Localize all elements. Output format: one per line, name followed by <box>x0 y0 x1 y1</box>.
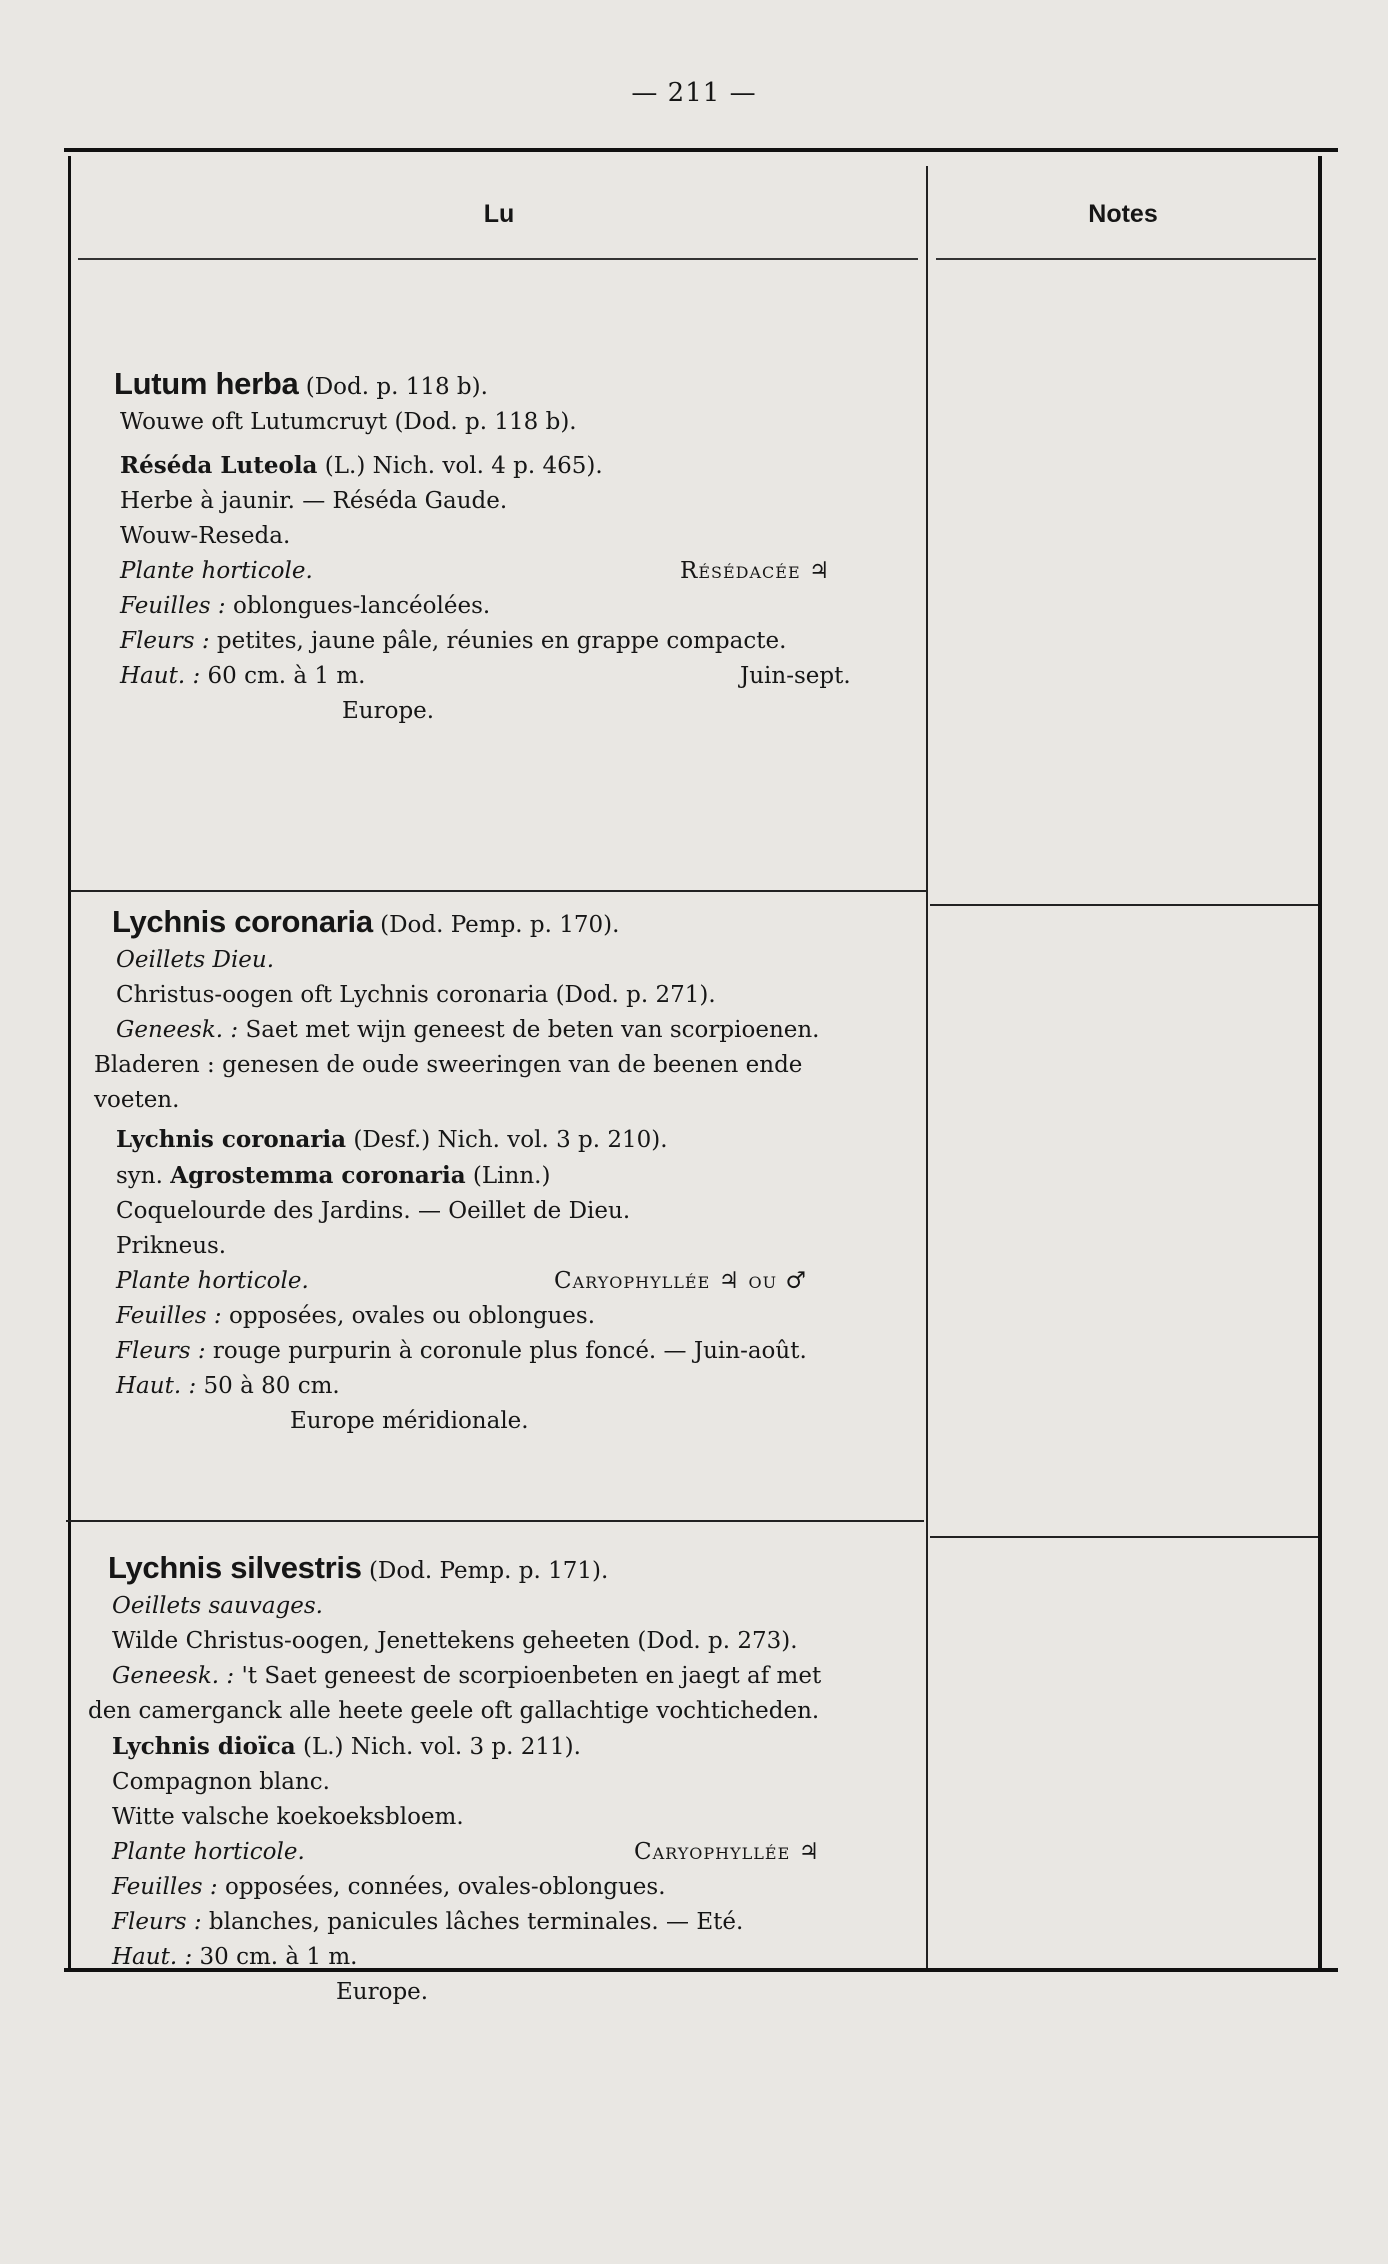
flowers-row <box>120 624 924 659</box>
synonym-label: syn. <box>116 1163 163 1189</box>
entry-line: Christus-oogen oft Lychnis coronaria (Dod. p. 271). <box>116 982 716 1008</box>
entry-separator <box>70 890 926 892</box>
header-rule <box>936 258 1316 260</box>
column-header-notes: Notes <box>1088 200 1158 228</box>
entry-title-ref: (Dod. p. 118 b). <box>305 374 488 400</box>
leaves-label: Feuilles : <box>116 1303 222 1329</box>
entry-title: Lutum herba <box>114 366 299 401</box>
entry-title: Lychnis silvestris <box>108 1550 362 1585</box>
top-rule <box>64 148 1338 152</box>
notes-separator <box>930 1536 1318 1538</box>
synonym-name: Réséda Luteola <box>120 452 318 479</box>
flowers-label: Fleurs : <box>120 628 210 654</box>
leaves-text: opposées, ovales ou oblongues. <box>228 1303 596 1329</box>
leaves-row <box>120 589 924 624</box>
flowers-row <box>112 1905 924 1940</box>
notes-separator <box>930 904 1318 906</box>
common-name: Witte valsche koekoeksbloem. <box>112 1804 464 1830</box>
entry-lutum-herba <box>84 366 924 729</box>
common-name: Compagnon blanc. <box>112 1769 330 1795</box>
height-row <box>120 659 924 694</box>
medicinal-text: Saet met wijn geneest de beten van scorpioenen. <box>245 1017 820 1043</box>
page-number: — 211 — <box>631 78 757 108</box>
synonym-ref: (Desf.) Nich. vol. 3 p. 210). <box>353 1127 668 1153</box>
entry-lychnis-coronaria <box>84 904 924 1439</box>
height-text: 30 cm. à 1 m. <box>199 1944 358 1970</box>
entry-synonym <box>120 448 924 484</box>
height-row <box>112 1940 924 1975</box>
entry-title-line <box>114 366 924 405</box>
table-frame <box>64 148 1338 2005</box>
entry-title-ref: (Dod. Pemp. p. 171). <box>368 1558 609 1584</box>
medicinal-label: Geneesk. : <box>116 1017 239 1043</box>
synonym-name: Lychnis coronaria <box>116 1126 347 1153</box>
entry-synonym-2 <box>116 1158 924 1194</box>
leaves-label: Feuilles : <box>112 1874 218 1900</box>
medicinal-label: Geneesk. : <box>112 1663 235 1689</box>
height-label: Haut. : <box>120 663 201 689</box>
height-row <box>116 1369 924 1404</box>
entry-subtitle: Oeillets Dieu. <box>116 947 275 973</box>
flowers-text: petites, jaune pâle, réunies en grappe compacte. <box>216 628 787 654</box>
region: Europe méridionale. <box>290 1408 529 1434</box>
synonym-name: Lychnis dioïca <box>112 1733 296 1760</box>
plant-family: Caryophyllée ♃ ou ♂ <box>554 1268 808 1294</box>
leaves-text: oblongues-lancéolées. <box>232 593 491 619</box>
flowering-season: Juin-sept. <box>740 663 851 689</box>
common-name: Herbe à jaunir. — Réséda Gaude. <box>120 488 508 514</box>
entry-separator <box>66 1520 924 1522</box>
column-divider <box>926 166 928 1968</box>
medicinal-row <box>112 1659 924 1694</box>
synonym-ref: (L.) Nich. vol. 3 p. 211). <box>302 1734 581 1760</box>
entry-synonym <box>116 1122 924 1158</box>
entry-synonym <box>112 1729 924 1765</box>
column-header-lu: Lu <box>483 200 515 228</box>
plant-family: Résédacée ♃ <box>680 558 831 584</box>
medicinal-text: den camerganck alle heete geele oft gallachtige vochticheden. <box>88 1698 820 1724</box>
flowers-label: Fleurs : <box>112 1909 202 1935</box>
height-text: 60 cm. à 1 m. <box>207 663 366 689</box>
entry-line: Wouwe oft Lutumcruyt (Dod. p. 118 b). <box>120 409 577 435</box>
plant-family: Caryophyllée ♃ <box>634 1839 821 1865</box>
entry-line: Wilde Christus-oogen, Jenettekens geheeten (Dod. p. 273). <box>112 1628 798 1654</box>
synonym-name: Agrostemma coronaria <box>170 1162 466 1189</box>
medicinal-text: Bladeren : genesen de oude sweeringen van de beenen ende <box>94 1052 803 1078</box>
entry-title: Lychnis coronaria <box>112 904 373 939</box>
entry-subtitle: Oeillets sauvages. <box>112 1593 323 1619</box>
region: Europe. <box>342 698 435 724</box>
medicinal-row <box>116 1013 924 1048</box>
common-name: Prikneus. <box>116 1233 227 1259</box>
plant-type: Plante horticole. <box>120 558 313 584</box>
height <box>120 659 366 694</box>
flowers-text: blanches, panicules lâches terminales. — Eté. <box>208 1909 744 1935</box>
entry-title-line <box>112 904 924 943</box>
right-border <box>1318 156 1322 1968</box>
region: Europe. <box>336 1979 429 2005</box>
header-rule <box>78 258 918 260</box>
synonym-ref: (L.) Nich. vol. 4 p. 465). <box>324 453 603 479</box>
leaves-row <box>112 1870 924 1905</box>
leaves-row <box>116 1299 924 1334</box>
plant-type-row <box>116 1264 924 1299</box>
medicinal-text: 't Saet geneest de scorpioenbeten en jaegt af met <box>241 1663 822 1689</box>
height-text: 50 à 80 cm. <box>203 1373 340 1399</box>
entry-title-ref: (Dod. Pemp. p. 170). <box>380 912 620 938</box>
flowers-row <box>116 1334 924 1369</box>
height-label: Haut. : <box>112 1944 193 1970</box>
entry-title-line <box>108 1550 924 1589</box>
entry-lychnis-silvestris <box>84 1550 924 2010</box>
synonym-ref: (Linn.) <box>472 1163 551 1189</box>
medicinal-text: voeten. <box>94 1087 180 1113</box>
flowers-text: rouge purpurin à coronule plus foncé. — Juin-août. <box>212 1338 807 1364</box>
leaves-text: opposées, connées, ovales-oblongues. <box>224 1874 666 1900</box>
common-name: Coquelourde des Jardins. — Oeillet de Dieu. <box>116 1198 631 1224</box>
plant-type: Plante horticole. <box>116 1268 309 1294</box>
plant-type-row <box>120 554 924 589</box>
common-name: Wouw-Reseda. <box>120 523 291 549</box>
left-border <box>68 156 71 1968</box>
flowers-label: Fleurs : <box>116 1338 206 1364</box>
plant-type-row <box>112 1835 924 1870</box>
plant-type: Plante horticole. <box>112 1839 305 1865</box>
leaves-label: Feuilles : <box>120 593 226 619</box>
height-label: Haut. : <box>116 1373 197 1399</box>
